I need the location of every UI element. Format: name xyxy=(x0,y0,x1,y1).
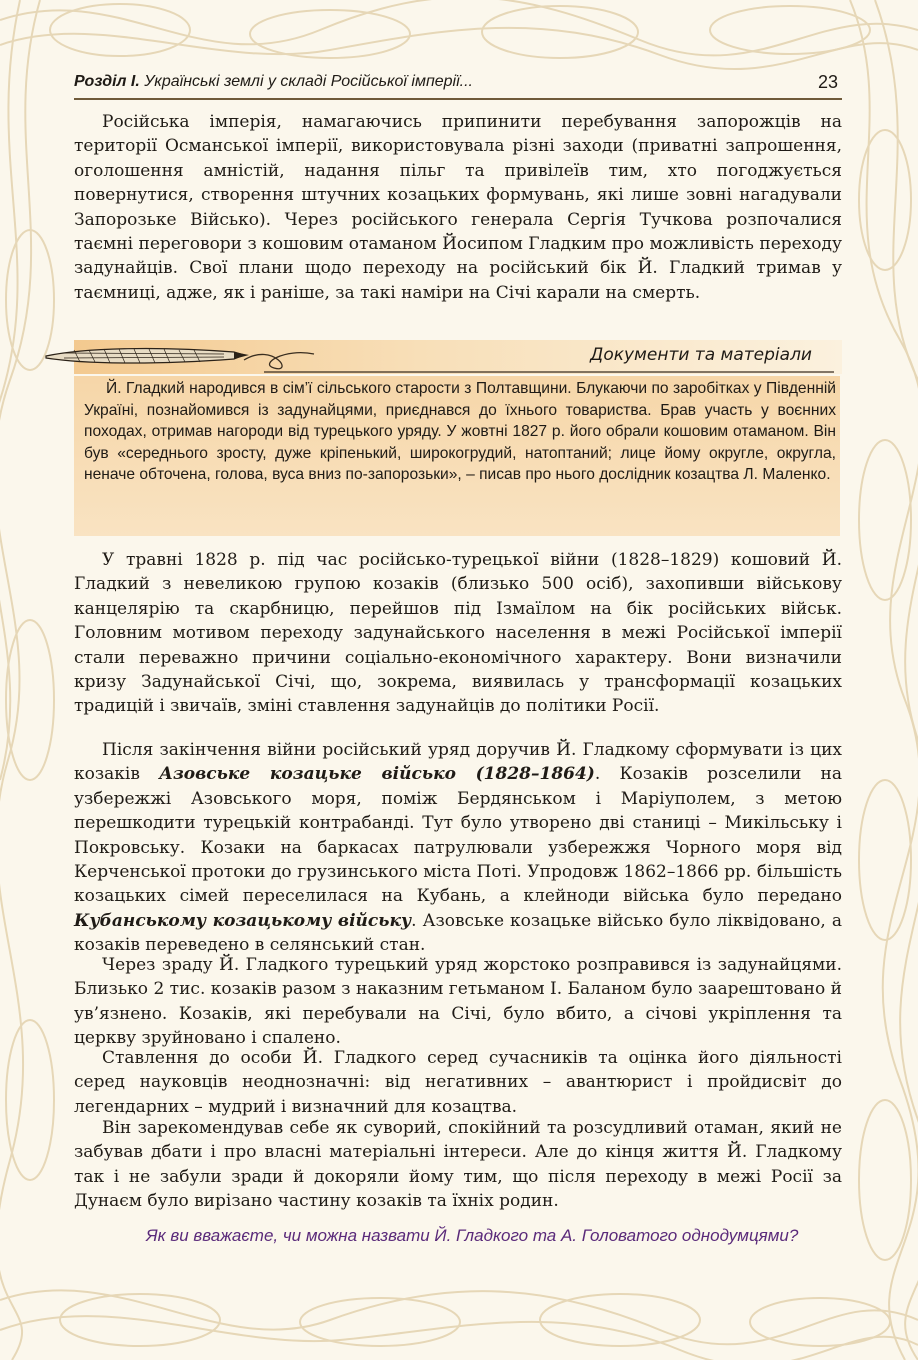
term-azov-host: Азовське козацьке військо (1828–1864) xyxy=(159,764,595,785)
paragraph-3 xyxy=(74,738,842,958)
term-kuban-host: Кубанському козацькому війську xyxy=(74,910,412,931)
section-title xyxy=(74,73,473,91)
documents-title: Документи та матеріали xyxy=(590,345,812,365)
paragraph-3-part-e: . Азовське козацьке військо було ліквідовано, а козаків переведено в селянський стан. xyxy=(74,910,842,956)
page-number: 23 xyxy=(817,72,838,92)
quill-pen-icon xyxy=(44,338,264,376)
discussion-question: Як ви вважаєте, чи можна назвати Й. Гладкого та А. Головатого однодумцями? xyxy=(146,1226,799,1245)
paragraph-4: Через зраду Й. Гладкого турецький уряд жорстоко розправився із задунайцями. Близько 2 тис. козаків разом з наказним гетьманом І. Баланом було заарештовано й ув’язнено. Козаків, які перебували на Січі, було вбито, а січові укріплення та церкву зруйновано і спалено. xyxy=(74,955,842,1049)
section-name: Українські землі у складі Російської імперії... xyxy=(139,73,473,90)
paragraph-3-part-c: . Козаків розселили на узбережжі Азовського моря, поміж Бердянськом і Маріуполем, з метою перешкодити турецькій контрабанді. Тут було утворено дві станиці – Микільську і Покровську. Козаки на баркасах патрулювали узбережжя Чорного моря від Керченської протоки до грузинського міста Поті. Упродовж 1862–1866 рр. більшість козацьких сімей переселилася на Кубань, а клейноди війська було передано xyxy=(74,764,842,907)
paragraph-6: Він зарекомендував себе як суворий, спокійний та розсудливий отаман, який не забував дбати і про власні матеріальні інтереси. Але до кінця життя Й. Гладкому так і не забули зради й докоряли йому тим, що після переходу в межі Росії за Дунаєм було вирізано частину козаків та їхніх родин. xyxy=(74,1118,842,1212)
paragraph-1: Російська імперія, намагаючись припинити перебування запорожців на території Османської імперії, використовувала різні заходи (приватні запрошення, оголошення амністій, надання пільг та привілеїв тим, хто погоджується повернутися, створення штучних козацьких формувань, які лише зовні нагадували Запорозьке Військо). Через російського генерала Сергія Тучкова розпочалися таємні переговори з кошовим отаманом Йосипом Гладким про можливість переходу задунайців. Свої плани щодо переходу на російський бік Й. Гладкий тримав у таємниці, адже, як і раніше, за такі наміри на Січі карали на смерть. xyxy=(74,112,842,303)
documents-header xyxy=(44,338,842,376)
section-label: Розділ I. xyxy=(74,73,140,90)
paragraph-2: У травні 1828 р. під час російсько-турецької війни (1828–1829) кошовий Й. Гладкий з невеликою групою козаків (близько 500 осіб), захопивши військову канцелярію та скарбницю, перейшов під Ізмаїлом на бік російських військ. Головним мотивом переходу задунайського населення в межі Російської імперії стали переважно причини соціально-економічного характеру. Вони визначили кризу Задунайської Січі, що, зокрема, виявилась у трансформації козацьких традицій і звичаїв, зміні ставлення задунайців до політики Росії. xyxy=(74,550,842,717)
documents-text: Й. Гладкий народився в сім’ї сільського старости з Полтавщини. Блукаючи по заробітках у Південній Україні, познайомився із задунайцями, приєднався до їхнього товариства. Брав участь у воєнних походах, отримав нагороди від турецького уряду. У жовтні 1827 р. його обрали кошовим отаманом. Він був «середнього зросту, дуже кріпенький, широкогрудий, натоптаний; лице йому округле, округла, неначе обточена, голова, вуса вниз по-запорозьки», – писав про нього дослідник козацтва Л. Маленко. xyxy=(84,380,836,483)
paragraph-5: Ставлення до особи Й. Гладкого серед сучасників та оцінка його діяльності серед науковців неоднозначні: від негативних – авантюрист і пройдисвіт до легендарних – мудрий і визначний для козацтва. xyxy=(74,1048,842,1117)
paragraph-3-part-a: Після закінчення війни російський уряд доручив Й. Гладкому сформувати із цих козаків xyxy=(74,740,842,785)
page-header xyxy=(74,68,842,100)
